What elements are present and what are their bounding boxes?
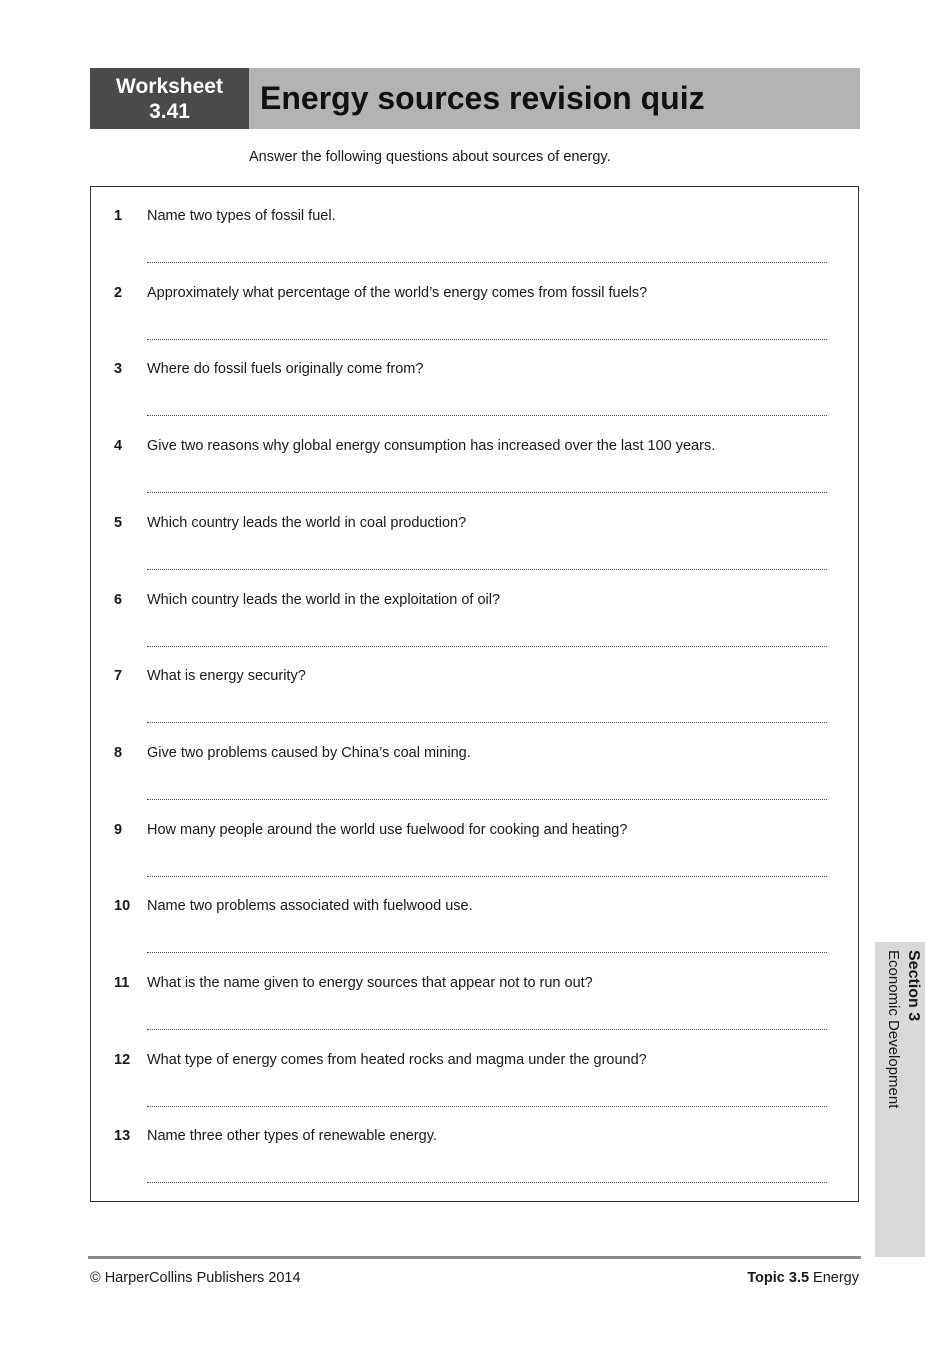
section-title: Section 3: [905, 950, 922, 1022]
title-bar: [249, 68, 860, 129]
question-item: [91, 494, 858, 571]
question-item: [91, 264, 858, 341]
question-number: 10: [114, 898, 131, 915]
worksheet-badge: [90, 68, 249, 129]
worksheet-header: [90, 68, 860, 129]
question-text: Give two problems caused by China’s coal mining.: [147, 744, 471, 761]
instructions: Answer the following questions about sources of energy.: [249, 149, 611, 165]
question-item: [91, 340, 858, 417]
question-number: 5: [114, 514, 123, 531]
question-text: Name three other types of renewable energy.: [147, 1128, 437, 1145]
page-title: Energy sources revision quiz: [260, 80, 705, 116]
section-side-tab: [875, 942, 925, 1257]
question-number: 2: [114, 284, 123, 301]
question-number: 4: [114, 438, 123, 455]
question-text: How many people around the world use fuelwood for cooking and heating?: [147, 821, 628, 838]
question-number: 1: [114, 208, 123, 224]
question-text: Which country leads the world in the exploitation of oil?: [147, 591, 501, 608]
question-item: [91, 877, 858, 954]
question-text: Name two types of fossil fuel.: [147, 208, 336, 224]
question-item: [91, 724, 858, 801]
question-text: What type of energy comes from heated rocks and magma under the ground?: [147, 1051, 647, 1068]
question-item: [91, 647, 858, 724]
question-item: [91, 1107, 858, 1184]
question-number: 12: [114, 1051, 131, 1068]
question-item: [91, 801, 858, 878]
question-text: Name two problems associated with fuelwood use.: [147, 898, 473, 915]
question-number: 7: [114, 668, 123, 685]
side-tab-label: [883, 950, 923, 1210]
question-item: [91, 954, 858, 1031]
copyright-notice: © HarperCollins Publishers 2014: [90, 1270, 301, 1286]
question-item: [91, 187, 858, 264]
question-number: 11: [114, 975, 130, 991]
question-text: Which country leads the world in coal production?: [147, 514, 467, 531]
question-text: What is energy security?: [147, 668, 306, 685]
question-text: What is the name given to energy sources that appear not to run out?: [147, 975, 593, 991]
question-number: 3: [114, 361, 123, 378]
topic-label: [747, 1270, 859, 1286]
question-text: Where do fossil fuels originally come from?: [147, 361, 424, 378]
question-box: [90, 186, 859, 1202]
topic-number: Topic 3.5: [747, 1270, 810, 1286]
question-text: Approximately what percentage of the world’s energy comes from fossil fuels?: [147, 284, 648, 301]
question-text: Give two reasons why global energy consumption has increased over the last 100 years.: [147, 438, 716, 455]
topic-name: Energy: [813, 1270, 859, 1286]
question-item: [91, 417, 858, 494]
section-subtitle: Economic Development: [885, 950, 902, 1109]
answer-line[interactable]: [147, 1182, 827, 1183]
question-number: 6: [114, 591, 123, 608]
footer-divider: [88, 1256, 861, 1259]
question-number: 13: [114, 1128, 131, 1145]
question-item: [91, 571, 858, 648]
question-number: 9: [114, 821, 123, 838]
worksheet-label: Worksheet: [116, 74, 223, 98]
question-number: 8: [114, 744, 123, 761]
question-item: [91, 1031, 858, 1108]
worksheet-number: 3.41: [149, 99, 190, 123]
